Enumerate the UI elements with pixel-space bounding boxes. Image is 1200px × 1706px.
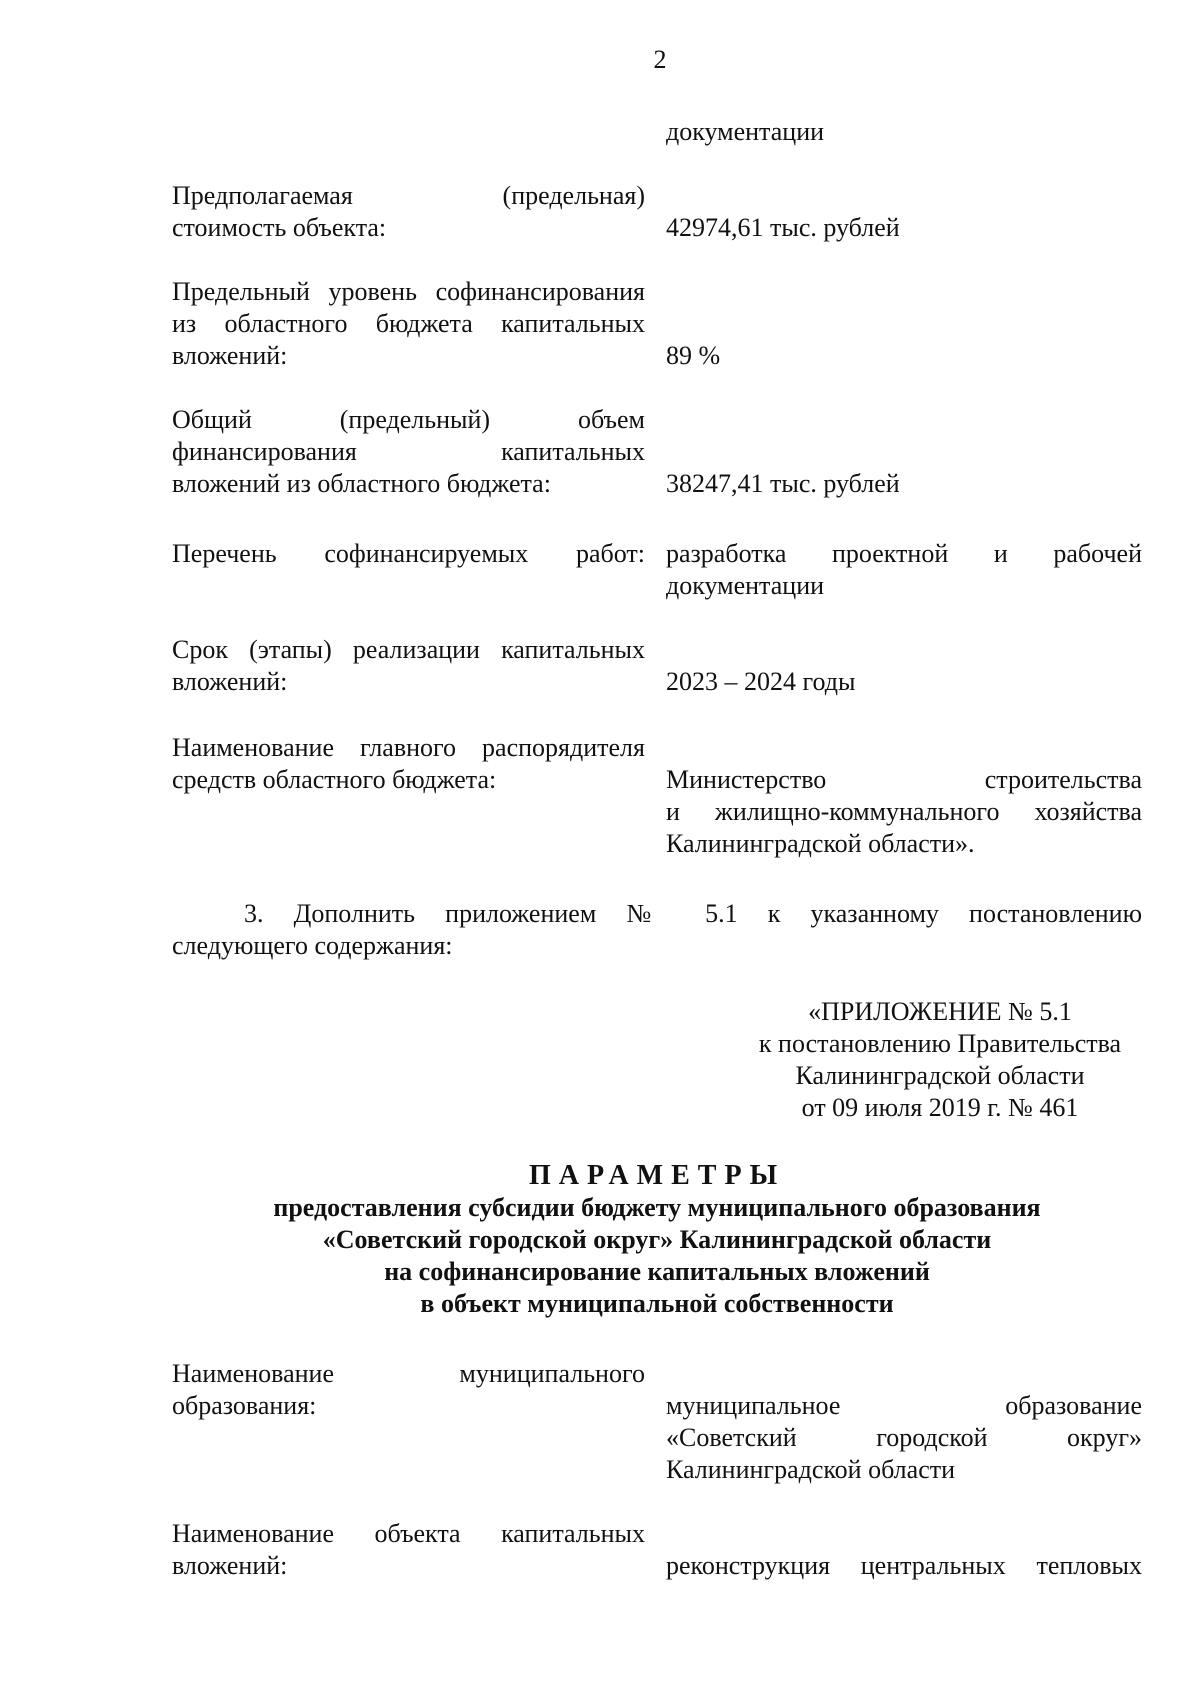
row-cost-label-line-1: Предполагаемая (предельная): [172, 181, 645, 210]
row-manager-label: [172, 732, 645, 796]
row-total-financing-value-line-1: 38247,41 тыс. рублей: [666, 469, 900, 498]
row-cofin-level-value: [666, 340, 1142, 372]
row-municipality-value-line-2: «Советский городской округ»: [666, 1423, 1142, 1452]
row-total-financing-label: [172, 404, 645, 500]
row-manager-label-line-2: средств областного бюджета:: [172, 765, 497, 794]
row-manager-value: [666, 764, 1142, 860]
row-municipality-label-line-2: образования:: [172, 1391, 317, 1420]
row-object-label-line-1: Наименование объекта капитальных: [172, 1519, 645, 1548]
row-term-label-line-2: вложений:: [172, 667, 288, 696]
row-cofin-level-label-line-3: вложений:: [172, 341, 288, 370]
right-continuation: [666, 116, 1142, 148]
row-works-value: [666, 538, 1142, 602]
title-line-4: в объект муниципальной собственности: [420, 1289, 894, 1318]
row-object-label: [172, 1518, 645, 1582]
row-total-financing-label-line-1: Общий (предельный) объем: [172, 405, 645, 434]
row-object-value-line-1: реконструкция центральных тепловых: [666, 1551, 1142, 1580]
row-municipality-value: [666, 1390, 1142, 1486]
row-manager-value-line-3: Калининградской области».: [666, 829, 975, 858]
row-cofin-level-label: [172, 276, 645, 372]
row-manager-value-line-1: Министерство строительства: [666, 765, 1142, 794]
title-line-1: предоставления субсидии бюджету муниципального образования: [273, 1193, 1041, 1222]
row-works-value-line-2: документации: [666, 571, 825, 600]
row-cost-label-line-2: стоимость объекта:: [172, 213, 387, 242]
row-total-financing-label-line-2: финансирования капитальных: [172, 437, 645, 466]
row-municipality-value-line-3: Калининградской области: [666, 1455, 956, 1484]
title-heading: ПАРАМЕТРЫ: [528, 1160, 786, 1191]
row-cost-label: [172, 180, 645, 244]
appendix-line-1: «ПРИЛОЖЕНИЕ № 5.1: [808, 997, 1072, 1026]
right-continuation-text: документации: [666, 117, 825, 146]
row-cost-value-line-1: 42974,61 тыс. рублей: [666, 213, 900, 242]
paragraph-3-line-1: 3. Дополнить приложением № 5.1 к указанному постановлению: [244, 899, 1142, 928]
row-total-financing-label-line-3: вложений из областного бюджета:: [172, 469, 551, 498]
row-works-label-line-1: Перечень софинансируемых работ:: [172, 539, 645, 568]
row-works-value-line-1: разработка проектной и рабочей: [666, 539, 1142, 568]
row-cofin-level-label-line-2: из областного бюджета капитальных: [172, 309, 645, 338]
appendix-line-2: к постановлению Правительства: [758, 1029, 1122, 1058]
row-term-label-line-1: Срок (этапы) реализации капитальных: [172, 635, 645, 664]
paragraph-3: [172, 898, 1142, 962]
appendix-header: [700, 996, 1180, 1124]
row-works-label: [172, 538, 645, 570]
row-term-value: [666, 666, 1142, 698]
paragraph-3-line-2: следующего содержания:: [172, 931, 453, 960]
row-object-value: [666, 1550, 1142, 1582]
row-cofin-level-label-line-1: Предельный уровень софинансирования: [172, 277, 645, 306]
row-manager-label-line-1: Наименование главного распорядителя: [172, 733, 645, 762]
row-total-financing-value: [666, 468, 1142, 500]
title-line-2: «Советский городской округ» Калининградской области: [322, 1225, 992, 1254]
row-object-label-line-2: вложений:: [172, 1551, 288, 1580]
row-term-label: [172, 634, 645, 698]
appendix-line-4: от 09 июля 2019 г. № 461: [801, 1093, 1079, 1122]
page-number: 2: [653, 45, 667, 74]
row-municipality-label-line-1: Наименование муниципального: [172, 1359, 645, 1388]
appendix-line-3: Калининградской области: [795, 1061, 1085, 1090]
row-cofin-level-value-line-1: 89 %: [666, 341, 721, 370]
row-municipality-value-line-1: муниципальное образование: [666, 1391, 1142, 1420]
row-cost-value: [666, 212, 1142, 244]
row-municipality-label: [172, 1358, 645, 1422]
title-line-3: на софинансирование капитальных вложений: [384, 1257, 930, 1286]
row-term-value-line-1: 2023 – 2024 годы: [666, 667, 856, 696]
row-manager-value-line-2: и жилищно-коммунального хозяйства: [666, 797, 1142, 826]
document-title: [172, 1160, 1142, 1320]
